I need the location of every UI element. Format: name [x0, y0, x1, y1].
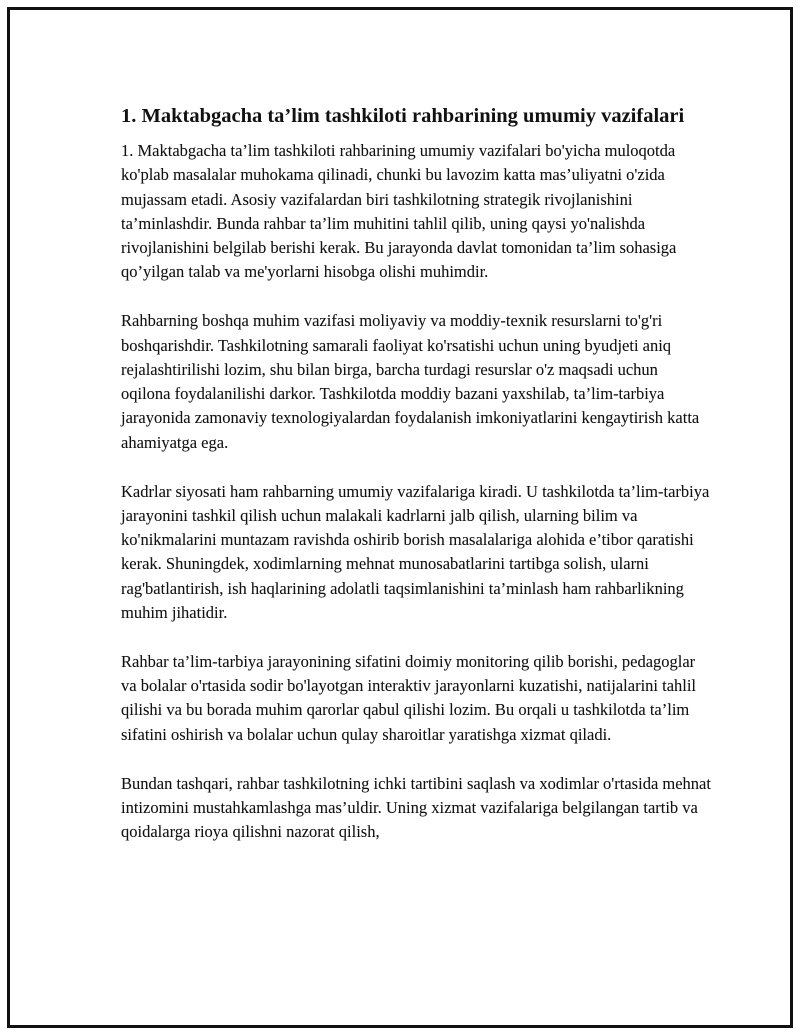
- paragraph-1: 1. Maktabgacha ta’lim tashkiloti rahbarining umumiy vazifalari bo'yicha muloqotda ko'plab masalalar muhokama qilinadi, chunki bu lavozim katta mas’uliyatni o'zida mujassam etadi. Asosiy vazifalardan biri tashkilotning strategik rivojlanishini ta’minlashdir. Bunda rahbar ta’lim muhitini tahlil qilib, uning qaysi yo'nalishda rivojlanishini belgilab berishi kerak. Bu jarayonda davlat tomonidan ta’lim sohasiga qo’yilgan talab va me'yorlarni hisobga olishi muhimdir.: [121, 141, 677, 282]
- document-page: [7, 7, 793, 1028]
- paragraph-4: Rahbar ta’lim-tarbiya jarayonining sifatini doimiy monitoring qilib borishi, pedagoglar va bolalar o'rtasida sodir bo'layotgan interaktiv jarayonlarni kuzatishi, natijalarini tahlil qilishi va bu borada muhim qarorlar qabul qilishi lozim. Bu orqali u tashkilotda ta’lim sifatini oshirish va bolalar uchun qulay sharoitlar yaratishga xizmat qiladi.: [121, 651, 697, 744]
- document-body: [121, 95, 711, 869]
- section-heading: 1. Maktabgacha ta’lim tashkiloti rahbarining umumiy vazifalari: [121, 105, 685, 127]
- paragraph-5: Bundan tashqari, rahbar tashkilotning ichki tartibini saqlash va xodimlar o'rtasida mehnat intizomini mustahkamlashga mas’uldir. Uning xizmat vazifalariga belgilangan tartib va qoidalarga rioya qilishni nazorat qilish,: [121, 773, 711, 842]
- paragraph-2: Rahbarning boshqa muhim vazifasi moliyaviy va moddiy-texnik resurslarni to'g'ri boshqarishdir. Tashkilotning samarali faoliyat ko'rsatishi uchun uning byudjeti aniq rejalashtirilishi lozim, shu bilan birga, barcha turdagi resurslar o'z maqsadi uchun oqilona foydalanilishi darkor. Tashkilotda moddiy bazani yaxshilab, ta’lim-tarbiya jarayonida zamonaviy texnologiyalardan foydalanish imkoniyatlarini kengaytirish katta ahamiyatga ega.: [121, 311, 700, 452]
- paragraph-3: Kadrlar siyosati ham rahbarning umumiy vazifalariga kiradi. U tashkilotda ta’lim-tarbiya jarayonini tashkil qilish uchun malakali kadrlarni jalb qilish, ularning bilim va ko'nikmalarini muntazam ravishda oshirib borish masalalariga alohida e’tibor qaratishi kerak. Shuningdek, xodimlarning mehnat munosabatlarini tartibga solish, ularni rag'batlantirish, ish haqlarining adolatli taqsimlanishini ta’minlash ham rahbarlikning muhim jihatidir.: [121, 481, 710, 623]
